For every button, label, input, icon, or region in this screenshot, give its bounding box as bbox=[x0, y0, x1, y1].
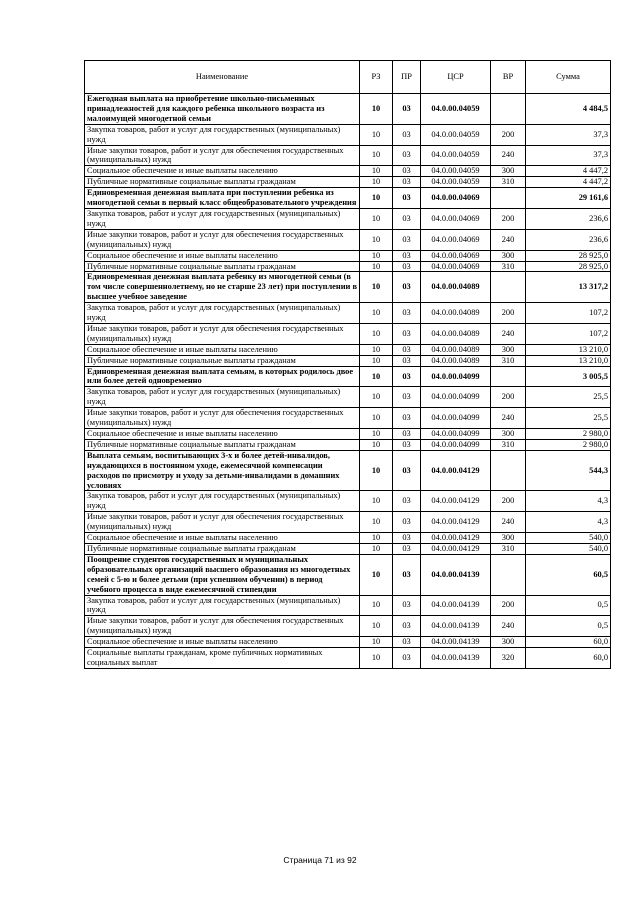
cell-vr: 200 bbox=[491, 595, 526, 616]
cell-sum: 25,5 bbox=[526, 387, 611, 408]
cell-name: Иные закупки товаров, работ и услуг для обеспечения государственных (муниципальных) нужд bbox=[85, 145, 360, 166]
cell-pr: 03 bbox=[393, 303, 421, 324]
cell-sum: 13 210,0 bbox=[526, 344, 611, 355]
cell-name: Закупка товаров, работ и услуг для государственных (муниципальных) нужд bbox=[85, 124, 360, 145]
cell-name: Иные закупки товаров, работ и услуг для обеспечения государственных (муниципальных) нужд bbox=[85, 408, 360, 429]
table-row bbox=[85, 177, 611, 188]
cell-sum: 4,3 bbox=[526, 491, 611, 512]
cell-rz: 10 bbox=[360, 124, 393, 145]
cell-sum: 544,3 bbox=[526, 450, 611, 491]
cell-csr: 04.0.00.04129 bbox=[421, 543, 491, 554]
cell-pr: 03 bbox=[393, 145, 421, 166]
cell-pr: 03 bbox=[393, 355, 421, 366]
cell-sum: 60,5 bbox=[526, 554, 611, 595]
cell-csr: 04.0.00.04059 bbox=[421, 177, 491, 188]
cell-csr: 04.0.00.04099 bbox=[421, 439, 491, 450]
cell-vr: 300 bbox=[491, 429, 526, 440]
table-header-row bbox=[85, 61, 611, 94]
cell-pr: 03 bbox=[393, 323, 421, 344]
cell-csr: 04.0.00.04059 bbox=[421, 124, 491, 145]
table-row bbox=[85, 595, 611, 616]
cell-pr: 03 bbox=[393, 616, 421, 637]
cell-vr: 320 bbox=[491, 648, 526, 669]
table-row-group-total bbox=[85, 554, 611, 595]
cell-sum: 25,5 bbox=[526, 408, 611, 429]
cell-csr: 04.0.00.04089 bbox=[421, 355, 491, 366]
header-name: Наименование bbox=[85, 61, 360, 94]
cell-csr: 04.0.00.04129 bbox=[421, 450, 491, 491]
cell-pr: 03 bbox=[393, 366, 421, 387]
cell-vr: 310 bbox=[491, 261, 526, 272]
cell-vr: 310 bbox=[491, 543, 526, 554]
cell-vr: 310 bbox=[491, 177, 526, 188]
table-row bbox=[85, 145, 611, 166]
table-row bbox=[85, 229, 611, 250]
cell-rz: 10 bbox=[360, 543, 393, 554]
cell-rz: 10 bbox=[360, 355, 393, 366]
cell-rz: 10 bbox=[360, 439, 393, 450]
cell-vr: 300 bbox=[491, 344, 526, 355]
cell-rz: 10 bbox=[360, 637, 393, 648]
cell-sum: 4,3 bbox=[526, 512, 611, 533]
cell-rz: 10 bbox=[360, 250, 393, 261]
cell-csr: 04.0.00.04139 bbox=[421, 616, 491, 637]
cell-csr: 04.0.00.04089 bbox=[421, 344, 491, 355]
cell-rz: 10 bbox=[360, 429, 393, 440]
cell-pr: 03 bbox=[393, 439, 421, 450]
page-number: Страница 71 из 92 bbox=[283, 855, 357, 865]
table-row bbox=[85, 439, 611, 450]
table-row bbox=[85, 387, 611, 408]
cell-name: Публичные нормативные социальные выплаты гражданам bbox=[85, 261, 360, 272]
cell-sum: 29 161,6 bbox=[526, 188, 611, 209]
cell-name: Публичные нормативные социальные выплаты гражданам bbox=[85, 439, 360, 450]
table-row-group-total bbox=[85, 188, 611, 209]
cell-vr: 310 bbox=[491, 355, 526, 366]
cell-pr: 03 bbox=[393, 229, 421, 250]
cell-name: Закупка товаров, работ и услуг для государственных (муниципальных) нужд bbox=[85, 303, 360, 324]
table-row bbox=[85, 261, 611, 272]
cell-rz: 10 bbox=[360, 344, 393, 355]
cell-csr: 04.0.00.04069 bbox=[421, 250, 491, 261]
cell-csr: 04.0.00.04069 bbox=[421, 188, 491, 209]
cell-vr: 310 bbox=[491, 439, 526, 450]
cell-vr bbox=[491, 94, 526, 125]
header-pr: ПР bbox=[393, 61, 421, 94]
table-row-group-total bbox=[85, 94, 611, 125]
cell-pr: 03 bbox=[393, 166, 421, 177]
header-vr: ВР bbox=[491, 61, 526, 94]
cell-pr: 03 bbox=[393, 648, 421, 669]
cell-pr: 03 bbox=[393, 543, 421, 554]
table-row bbox=[85, 512, 611, 533]
table-row-group-total bbox=[85, 450, 611, 491]
cell-sum: 4 447,2 bbox=[526, 177, 611, 188]
cell-vr bbox=[491, 188, 526, 209]
cell-pr: 03 bbox=[393, 637, 421, 648]
cell-pr: 03 bbox=[393, 554, 421, 595]
cell-sum: 60,0 bbox=[526, 637, 611, 648]
header-sum: Сумма bbox=[526, 61, 611, 94]
cell-name: Социальное обеспечение и иные выплаты населению bbox=[85, 344, 360, 355]
cell-vr: 300 bbox=[491, 637, 526, 648]
cell-name: Публичные нормативные социальные выплаты гражданам bbox=[85, 355, 360, 366]
cell-rz: 10 bbox=[360, 616, 393, 637]
table-row bbox=[85, 616, 611, 637]
cell-rz: 10 bbox=[360, 491, 393, 512]
cell-sum: 28 925,0 bbox=[526, 250, 611, 261]
cell-sum: 540,0 bbox=[526, 533, 611, 544]
cell-name: Закупка товаров, работ и услуг для государственных (муниципальных) нужд bbox=[85, 387, 360, 408]
cell-pr: 03 bbox=[393, 188, 421, 209]
cell-csr: 04.0.00.04089 bbox=[421, 303, 491, 324]
table-row bbox=[85, 208, 611, 229]
cell-name: Ежегодная выплата на приобретение школьно-письменных принадлежностей для каждого ребенка школьного возраста из малоимущей многодетной семьи bbox=[85, 94, 360, 125]
table-row bbox=[85, 543, 611, 554]
cell-rz: 10 bbox=[360, 145, 393, 166]
cell-vr: 200 bbox=[491, 303, 526, 324]
cell-sum: 60,0 bbox=[526, 648, 611, 669]
cell-csr: 04.0.00.04129 bbox=[421, 512, 491, 533]
table-row bbox=[85, 533, 611, 544]
cell-name: Иные закупки товаров, работ и услуг для обеспечения государственных (муниципальных) нужд bbox=[85, 512, 360, 533]
table-row bbox=[85, 124, 611, 145]
cell-vr: 200 bbox=[491, 387, 526, 408]
cell-sum: 37,3 bbox=[526, 145, 611, 166]
cell-name: Иные закупки товаров, работ и услуг для обеспечения государственных (муниципальных) нужд bbox=[85, 229, 360, 250]
cell-name: Единовременная денежная выплата семьям, в которых родилось двое или более детей одновременно bbox=[85, 366, 360, 387]
table-row bbox=[85, 408, 611, 429]
cell-csr: 04.0.00.04059 bbox=[421, 94, 491, 125]
cell-vr bbox=[491, 554, 526, 595]
cell-name: Закупка товаров, работ и услуг для государственных (муниципальных) нужд bbox=[85, 208, 360, 229]
cell-name: Социальное обеспечение и иные выплаты населению bbox=[85, 533, 360, 544]
cell-sum: 3 005,5 bbox=[526, 366, 611, 387]
cell-csr: 04.0.00.04139 bbox=[421, 648, 491, 669]
cell-pr: 03 bbox=[393, 124, 421, 145]
cell-name: Иные закупки товаров, работ и услуг для обеспечения государственных (муниципальных) нужд bbox=[85, 323, 360, 344]
cell-name: Закупка товаров, работ и услуг для государственных (муниципальных) нужд bbox=[85, 491, 360, 512]
table-body bbox=[85, 94, 611, 669]
cell-name: Публичные нормативные социальные выплаты гражданам bbox=[85, 543, 360, 554]
cell-vr: 240 bbox=[491, 323, 526, 344]
cell-rz: 10 bbox=[360, 533, 393, 544]
cell-csr: 04.0.00.04089 bbox=[421, 272, 491, 303]
cell-sum: 236,6 bbox=[526, 208, 611, 229]
cell-rz: 10 bbox=[360, 323, 393, 344]
cell-csr: 04.0.00.04069 bbox=[421, 229, 491, 250]
cell-sum: 540,0 bbox=[526, 543, 611, 554]
cell-pr: 03 bbox=[393, 595, 421, 616]
table-row bbox=[85, 429, 611, 440]
cell-vr: 200 bbox=[491, 124, 526, 145]
cell-rz: 10 bbox=[360, 166, 393, 177]
cell-name: Социальное обеспечение и иные выплаты населению bbox=[85, 429, 360, 440]
cell-pr: 03 bbox=[393, 261, 421, 272]
table-row bbox=[85, 250, 611, 261]
cell-name: Социальное обеспечение и иные выплаты населению bbox=[85, 250, 360, 261]
cell-rz: 10 bbox=[360, 272, 393, 303]
cell-name: Социальное обеспечение и иные выплаты населению bbox=[85, 166, 360, 177]
cell-sum: 107,2 bbox=[526, 303, 611, 324]
cell-sum: 236,6 bbox=[526, 229, 611, 250]
cell-rz: 10 bbox=[360, 261, 393, 272]
cell-csr: 04.0.00.04089 bbox=[421, 323, 491, 344]
cell-name: Единовременная денежная выплата при поступлении ребенка из многодетной семьи в первый класс общеобразовательного учреждения bbox=[85, 188, 360, 209]
cell-pr: 03 bbox=[393, 387, 421, 408]
cell-rz: 10 bbox=[360, 648, 393, 669]
cell-csr: 04.0.00.04099 bbox=[421, 408, 491, 429]
cell-csr: 04.0.00.04129 bbox=[421, 491, 491, 512]
table-row bbox=[85, 637, 611, 648]
cell-rz: 10 bbox=[360, 208, 393, 229]
cell-csr: 04.0.00.04139 bbox=[421, 554, 491, 595]
cell-pr: 03 bbox=[393, 177, 421, 188]
table-row bbox=[85, 166, 611, 177]
cell-rz: 10 bbox=[360, 188, 393, 209]
budget-table bbox=[84, 60, 611, 669]
cell-rz: 10 bbox=[360, 408, 393, 429]
table-row bbox=[85, 491, 611, 512]
cell-csr: 04.0.00.04069 bbox=[421, 208, 491, 229]
cell-vr: 300 bbox=[491, 533, 526, 544]
cell-sum: 37,3 bbox=[526, 124, 611, 145]
cell-pr: 03 bbox=[393, 512, 421, 533]
table-row bbox=[85, 303, 611, 324]
table-row bbox=[85, 355, 611, 366]
cell-rz: 10 bbox=[360, 366, 393, 387]
table-row-group-total bbox=[85, 366, 611, 387]
cell-rz: 10 bbox=[360, 94, 393, 125]
cell-sum: 2 980,0 bbox=[526, 429, 611, 440]
cell-name: Единовременная денежная выплата ребенку из многодетной семьи (в том числе совершеннолетнему, но не старше 23 лет) при поступлении в высшее учебное заведение bbox=[85, 272, 360, 303]
header-rz: РЗ bbox=[360, 61, 393, 94]
cell-pr: 03 bbox=[393, 450, 421, 491]
cell-pr: 03 bbox=[393, 250, 421, 261]
cell-vr: 240 bbox=[491, 616, 526, 637]
cell-sum: 0,5 bbox=[526, 616, 611, 637]
cell-sum: 2 980,0 bbox=[526, 439, 611, 450]
cell-csr: 04.0.00.04099 bbox=[421, 366, 491, 387]
cell-vr bbox=[491, 366, 526, 387]
cell-name: Публичные нормативные социальные выплаты гражданам bbox=[85, 177, 360, 188]
cell-name: Социальные выплаты гражданам, кроме публичных нормативных социальных выплат bbox=[85, 648, 360, 669]
table-row-group-total bbox=[85, 272, 611, 303]
cell-rz: 10 bbox=[360, 450, 393, 491]
cell-csr: 04.0.00.04139 bbox=[421, 595, 491, 616]
cell-sum: 4 447,2 bbox=[526, 166, 611, 177]
cell-rz: 10 bbox=[360, 387, 393, 408]
cell-pr: 03 bbox=[393, 491, 421, 512]
cell-sum: 4 484,5 bbox=[526, 94, 611, 125]
cell-vr: 300 bbox=[491, 250, 526, 261]
cell-csr: 04.0.00.04059 bbox=[421, 166, 491, 177]
cell-pr: 03 bbox=[393, 208, 421, 229]
cell-rz: 10 bbox=[360, 554, 393, 595]
cell-rz: 10 bbox=[360, 512, 393, 533]
cell-csr: 04.0.00.04139 bbox=[421, 637, 491, 648]
cell-vr: 300 bbox=[491, 166, 526, 177]
cell-vr: 200 bbox=[491, 208, 526, 229]
cell-vr bbox=[491, 450, 526, 491]
cell-pr: 03 bbox=[393, 344, 421, 355]
cell-csr: 04.0.00.04099 bbox=[421, 387, 491, 408]
cell-vr: 200 bbox=[491, 491, 526, 512]
cell-vr: 240 bbox=[491, 229, 526, 250]
cell-rz: 10 bbox=[360, 177, 393, 188]
cell-csr: 04.0.00.04069 bbox=[421, 261, 491, 272]
cell-pr: 03 bbox=[393, 272, 421, 303]
cell-sum: 0,5 bbox=[526, 595, 611, 616]
cell-pr: 03 bbox=[393, 533, 421, 544]
cell-name: Закупка товаров, работ и услуг для государственных (муниципальных) нужд bbox=[85, 595, 360, 616]
cell-csr: 04.0.00.04099 bbox=[421, 429, 491, 440]
cell-name: Поощрение студентов государственных и муниципальных образовательных организаций высшего образования из многодетных семей с 5-ю и более детьми (при успешном обучении) в период учебного процесса в виде ежемесячной стипендии bbox=[85, 554, 360, 595]
cell-csr: 04.0.00.04059 bbox=[421, 145, 491, 166]
cell-name: Социальное обеспечение и иные выплаты населению bbox=[85, 637, 360, 648]
cell-name: Выплата семьям, воспитывающих 3-х и более детей-инвалидов, нуждающихся в постоянном уходе, ежемесячной компенсации расходов по присмотру и уходу за детьми-инвалидами в домашних условиях bbox=[85, 450, 360, 491]
cell-pr: 03 bbox=[393, 408, 421, 429]
table-row bbox=[85, 344, 611, 355]
cell-pr: 03 bbox=[393, 94, 421, 125]
table-row bbox=[85, 648, 611, 669]
cell-sum: 28 925,0 bbox=[526, 261, 611, 272]
table-row bbox=[85, 323, 611, 344]
cell-vr: 240 bbox=[491, 512, 526, 533]
cell-vr: 240 bbox=[491, 145, 526, 166]
cell-sum: 13 317,2 bbox=[526, 272, 611, 303]
cell-pr: 03 bbox=[393, 429, 421, 440]
cell-vr: 240 bbox=[491, 408, 526, 429]
cell-csr: 04.0.00.04129 bbox=[421, 533, 491, 544]
cell-sum: 13 210,0 bbox=[526, 355, 611, 366]
cell-sum: 107,2 bbox=[526, 323, 611, 344]
cell-name: Иные закупки товаров, работ и услуг для обеспечения государственных (муниципальных) нужд bbox=[85, 616, 360, 637]
cell-rz: 10 bbox=[360, 303, 393, 324]
cell-rz: 10 bbox=[360, 595, 393, 616]
cell-rz: 10 bbox=[360, 229, 393, 250]
cell-vr bbox=[491, 272, 526, 303]
header-csr: ЦСР bbox=[421, 61, 491, 94]
